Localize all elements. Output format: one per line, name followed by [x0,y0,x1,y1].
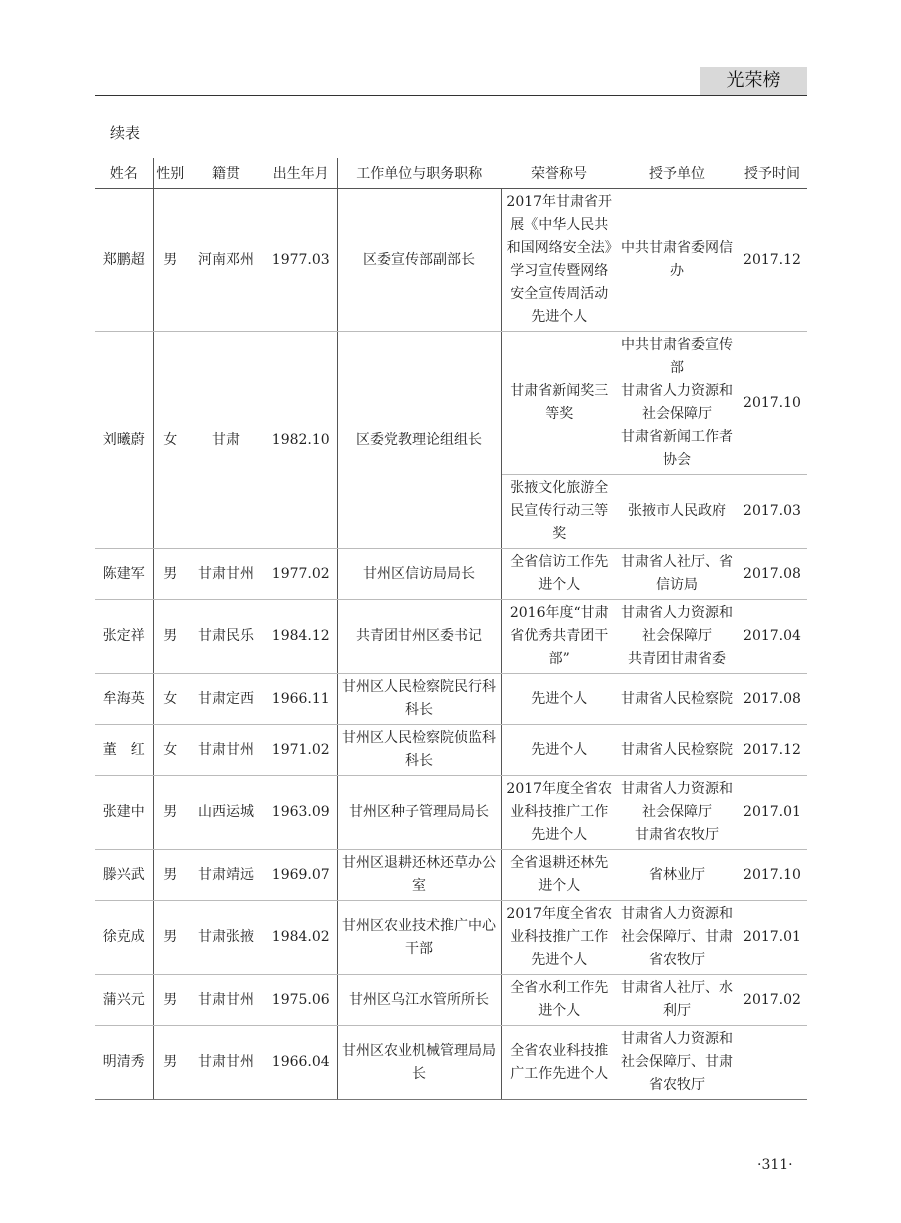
cell-date: 2017.12 [737,725,807,776]
page-number: ·311· [757,1157,793,1173]
cell-issuer: 甘肃省人力资源和社会保障厅、甘肃省农牧厅 [617,1026,737,1100]
cell-name: 明清秀 [95,1026,153,1100]
cell-position: 区委宣传部副部长 [337,189,501,332]
cell-date: 2017.10 [737,332,807,475]
cell-honor: 全省退耕还林先进个人 [501,850,617,901]
table-row [95,674,807,725]
cell-position: 甘州区种子管理局局长 [337,776,501,850]
cell-birth: 1966.11 [265,674,337,725]
cell-origin: 甘肃甘州 [187,725,265,776]
cell-issuer: 甘肃省人力资源和社会保障厅 共青团甘肃省委 [617,600,737,674]
cell-origin: 甘肃民乐 [187,600,265,674]
table-header-row [95,158,807,189]
cell-origin: 河南邓州 [187,189,265,332]
cell-gender: 男 [153,776,187,850]
header-rule [95,95,807,96]
cell-position: 区委党教理论组组长 [337,332,501,549]
cell-origin: 山西运城 [187,776,265,850]
cell-issuer: 甘肃省人社厅、水利厅 [617,975,737,1026]
cell-date [737,1026,807,1100]
cell-birth: 1977.03 [265,189,337,332]
cell-issuer: 甘肃省人力资源和社会保障厅 甘肃省农牧厅 [617,776,737,850]
cell-honor: 先进个人 [501,725,617,776]
cell-birth: 1982.10 [265,332,337,549]
cell-gender: 男 [153,1026,187,1100]
cell-date: 2017.08 [737,549,807,600]
table-row [95,776,807,850]
header-date: 授予时间 [737,158,807,189]
cell-name: 牟海英 [95,674,153,725]
cell-birth: 1977.02 [265,549,337,600]
cell-issuer: 甘肃省人民检察院 [617,674,737,725]
section-tab: 光荣榜 [700,67,807,95]
cell-name: 徐克成 [95,901,153,975]
header-name: 姓名 [95,158,153,189]
cell-name: 张定祥 [95,600,153,674]
cell-date: 2017.04 [737,600,807,674]
cell-name: 郑鹏超 [95,189,153,332]
table-row [95,975,807,1026]
cell-gender: 男 [153,549,187,600]
cell-birth: 1984.02 [265,901,337,975]
cell-date: 2017.01 [737,901,807,975]
cell-honor: 2016年度“甘肃省优秀共青团干部” [501,600,617,674]
continued-label: 续表 [110,124,141,142]
cell-name: 陈建军 [95,549,153,600]
table-body [95,189,807,1100]
cell-date: 2017.01 [737,776,807,850]
cell-origin: 甘肃靖远 [187,850,265,901]
table-row [95,850,807,901]
cell-position: 甘州区农业技术推广中心干部 [337,901,501,975]
header-gender: 性别 [153,158,187,189]
cell-gender: 女 [153,332,187,549]
cell-gender: 男 [153,850,187,901]
cell-name: 蒲兴元 [95,975,153,1026]
cell-origin: 甘肃 [187,332,265,549]
cell-issuer: 中共甘肃省委宣传部 甘肃省人力资源和社会保障厅 甘肃省新闻工作者协会 [617,332,737,475]
cell-name: 刘曦蔚 [95,332,153,549]
cell-origin: 甘肃甘州 [187,1026,265,1100]
cell-date: 2017.08 [737,674,807,725]
cell-gender: 女 [153,725,187,776]
header-honor: 荣誉称号 [501,158,617,189]
cell-name: 张建中 [95,776,153,850]
cell-name: 滕兴武 [95,850,153,901]
cell-origin: 甘肃张掖 [187,901,265,975]
table-row [95,549,807,600]
cell-date: 2017.03 [737,475,807,549]
honor-table [95,158,807,1100]
cell-position: 共青团甘州区委书记 [337,600,501,674]
cell-position: 甘州区人民检察院侦监科科长 [337,725,501,776]
table-row [95,901,807,975]
header-origin: 籍贯 [187,158,265,189]
cell-birth: 1975.06 [265,975,337,1026]
table-row [95,600,807,674]
cell-honor: 全省水利工作先进个人 [501,975,617,1026]
cell-origin: 甘肃定西 [187,674,265,725]
cell-position: 甘州区人民检察院民行科科长 [337,674,501,725]
cell-name: 董 红 [95,725,153,776]
table-row [95,332,807,475]
table-row [95,725,807,776]
cell-birth: 1963.09 [265,776,337,850]
cell-origin: 甘肃甘州 [187,549,265,600]
cell-gender: 男 [153,600,187,674]
table-row [95,189,807,332]
cell-date: 2017.12 [737,189,807,332]
cell-issuer: 甘肃省人社厅、省信访局 [617,549,737,600]
cell-position: 甘州区农业机械管理局局长 [337,1026,501,1100]
cell-position: 甘州区信访局局长 [337,549,501,600]
cell-honor: 全省农业科技推广工作先进个人 [501,1026,617,1100]
cell-honor: 2017年甘肃省开展《中华人民共和国网络安全法》学习宣传暨网络安全宣传周活动先进个人 [501,189,617,332]
cell-honor: 甘肃省新闻奖三等奖 [501,332,617,475]
cell-honor: 先进个人 [501,674,617,725]
cell-birth: 1969.07 [265,850,337,901]
cell-honor: 2017年度全省农业科技推广工作先进个人 [501,901,617,975]
cell-date: 2017.02 [737,975,807,1026]
cell-position: 甘州区退耕还林还草办公室 [337,850,501,901]
cell-honor: 张掖文化旅游全民宣传行动三等奖 [501,475,617,549]
cell-gender: 男 [153,901,187,975]
table-row [95,1026,807,1100]
cell-origin: 甘肃甘州 [187,975,265,1026]
cell-issuer: 甘肃省人力资源和社会保障厅、甘肃省农牧厅 [617,901,737,975]
header-position: 工作单位与职务职称 [337,158,501,189]
cell-honor: 全省信访工作先进个人 [501,549,617,600]
header-issuer: 授予单位 [617,158,737,189]
cell-birth: 1966.04 [265,1026,337,1100]
cell-gender: 女 [153,674,187,725]
cell-birth: 1971.02 [265,725,337,776]
cell-birth: 1984.12 [265,600,337,674]
cell-issuer: 张掖市人民政府 [617,475,737,549]
cell-issuer: 甘肃省人民检察院 [617,725,737,776]
cell-gender: 男 [153,975,187,1026]
cell-issuer: 中共甘肃省委网信办 [617,189,737,332]
header-birth: 出生年月 [265,158,337,189]
cell-honor: 2017年度全省农业科技推广工作先进个人 [501,776,617,850]
cell-gender: 男 [153,189,187,332]
cell-issuer: 省林业厅 [617,850,737,901]
cell-date: 2017.10 [737,850,807,901]
cell-position: 甘州区乌江水管所所长 [337,975,501,1026]
